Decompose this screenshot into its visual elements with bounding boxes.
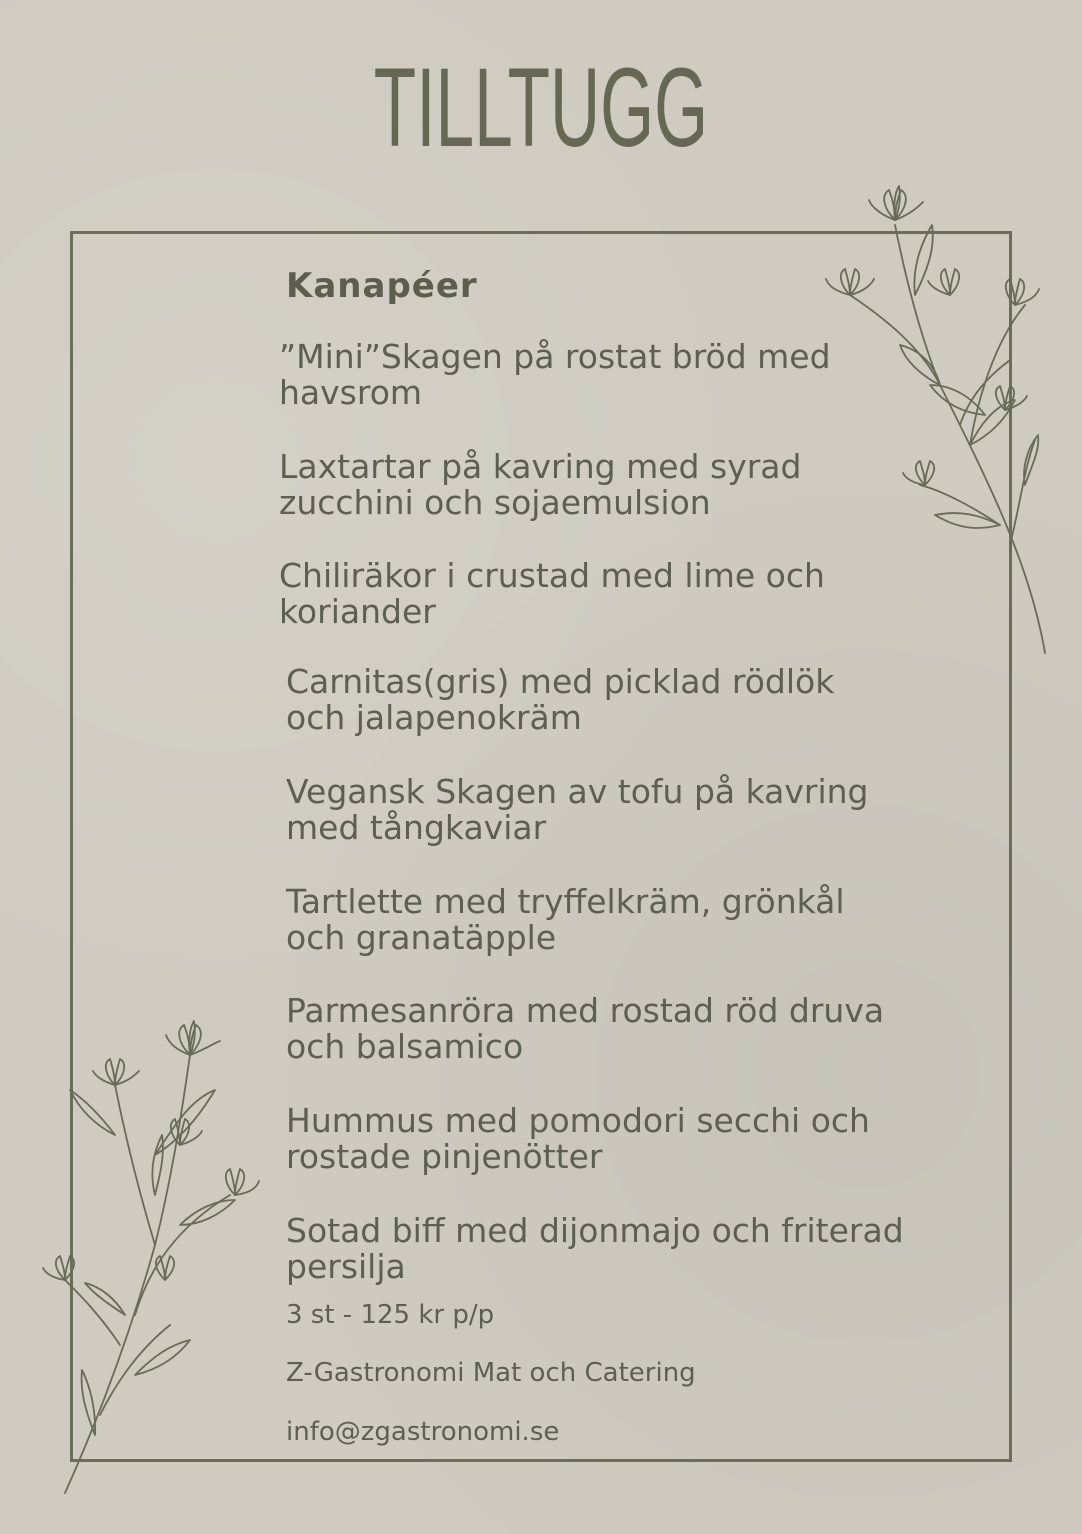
menu-item-line-1: Vegansk Skagen av tofu på kavring [286,772,869,811]
menu-item-line-2: med tångkaviar [286,808,547,847]
menu-item-line-2: koriander [279,592,436,631]
menu-item-line-1: Chiliräkor i crustad med lime och [279,556,825,595]
menu-item-line-1: Carnitas(gris) med picklad rödlök [286,662,835,701]
menu-item-line-1: Laxtartar på kavring med syrad [279,447,802,486]
menu-item-line-2: och granatäpple [286,918,557,957]
menu-item [286,774,1006,846]
company-name: Z-Gastronomi Mat och Catering [286,1358,696,1388]
menu-item-line-2: zucchini och sojaemulsion [279,483,711,522]
menu-item-line-2: och jalapenokräm [286,698,582,737]
menu-item [279,339,999,411]
menu-item-line-1: Parmesanröra med rostad röd druva [286,991,885,1030]
menu-item-line-2: och balsamico [286,1027,524,1066]
menu-item-line-2: havsrom [279,373,423,412]
menu-item-line-2: persilja [286,1247,406,1286]
menu-item [286,1103,1006,1175]
menu-item [286,1213,1006,1285]
menu-item [279,558,999,630]
page-title: TILLTUGG [373,45,709,170]
menu-item-line-1: Sotad biff med dijonmajo och friterad [286,1211,904,1250]
menu-item [286,664,1006,736]
menu-item-line-2: rostade pinjenötter [286,1137,603,1176]
menu-item-line-1: Hummus med pomodori secchi och [286,1101,870,1140]
menu-item-line-1: Tartlette med tryffelkräm, grönkål [286,882,845,921]
floral-sprig-icon [40,1015,270,1495]
menu-item [286,884,1006,956]
menu-item-line-1: ”Mini”Skagen på rostat bröd med [279,337,831,376]
menu-item [279,449,999,521]
section-title: Kanapéer [286,266,478,306]
menu-item [286,993,1006,1065]
price-text: 3 st - 125 kr p/p [286,1300,495,1330]
email-text: info@zgastronomi.se [286,1417,560,1447]
